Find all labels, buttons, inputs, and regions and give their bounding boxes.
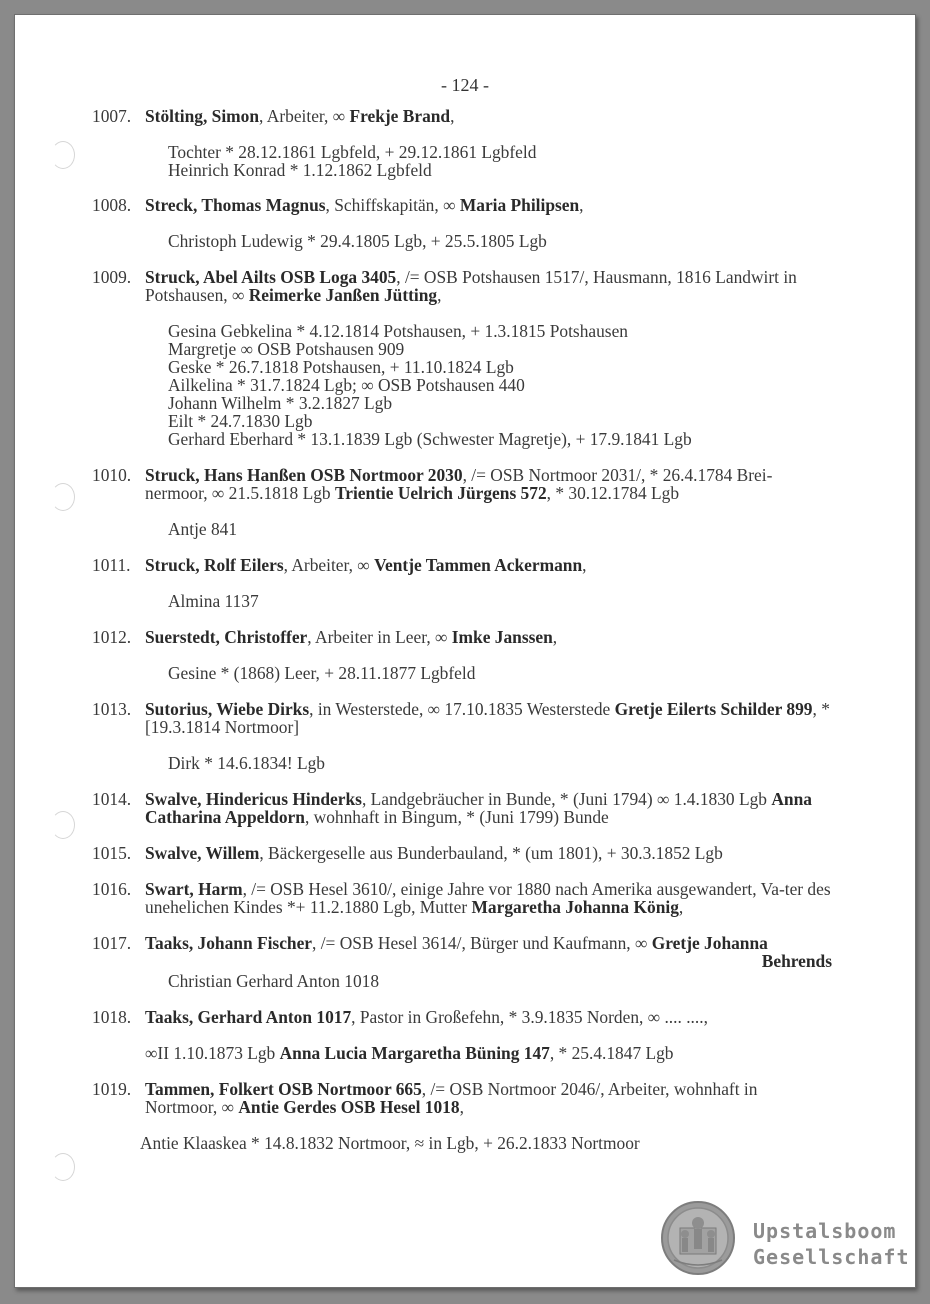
child-line: Gesine * (1868) Leer, + 28.11.1877 Lgbfeld	[168, 663, 476, 683]
entry	[92, 880, 832, 916]
child-line: Heinrich Konrad * 1.12.1862 Lgbfeld	[168, 160, 432, 180]
entry-number: 1017.	[92, 933, 132, 953]
page-number: - 124 -	[441, 75, 489, 95]
child-line: Dirk * 14.6.1834! Lgb	[168, 753, 325, 773]
entry-head: Streck, Thomas Magnus, Schiffskapitän, ∞ Maria Philipsen,	[145, 195, 584, 215]
entry-number: 1019.	[92, 1079, 132, 1099]
child-line: Eilt * 24.7.1830 Lgb	[168, 411, 313, 431]
entry-number: 1011.	[92, 555, 131, 575]
register-entries	[92, 107, 832, 1152]
child-line: Gesina Gebkelina * 4.12.1814 Potshausen, + 1.3.1815 Potshausen	[168, 321, 628, 341]
child-line: Antje 841	[168, 519, 238, 539]
entry	[92, 268, 832, 448]
child-line: Johann Wilhelm * 3.2.1827 Lgb	[168, 393, 393, 413]
children-list	[145, 972, 832, 990]
children-list	[145, 232, 832, 250]
entry	[92, 1080, 832, 1152]
document-page	[14, 14, 916, 1288]
entry	[92, 700, 832, 772]
punch-hole	[51, 141, 75, 169]
entry	[92, 790, 832, 826]
entry-second-marriage: ∞II 1.10.1873 Lgb Anna Lucia Margaretha Büning 147, * 25.4.1847 Lgb	[145, 1043, 674, 1063]
entry-number: 1009.	[92, 267, 132, 287]
entry-head: Suerstedt, Christoffer, Arbeiter in Leer, ∞ Imke Janssen,	[145, 627, 558, 647]
entry	[92, 628, 832, 682]
society-name	[753, 1218, 910, 1270]
child-line: Margretje ∞ OSB Potshausen 909	[168, 339, 405, 359]
upstalsboom-seal-icon	[660, 1200, 736, 1276]
punch-hole	[51, 811, 75, 839]
society-name-line1: Upstalsboom	[753, 1219, 897, 1243]
entry	[92, 1008, 832, 1062]
punch-hole	[51, 483, 75, 511]
entry	[92, 466, 832, 538]
entry-head: Tammen, Folkert OSB Nortmoor 665, /= OSB Nortmoor 2046/, Arbeiter, wohnhaft in Nortmoor, ∞ Antie Gerdes OSB Hesel 1018,	[145, 1079, 758, 1117]
child-line: Christian Gerhard Anton 1018	[168, 971, 380, 991]
child-line: Almina 1137	[168, 591, 259, 611]
entry	[92, 196, 832, 250]
child-line: Tochter * 28.12.1861 Lgbfeld, + 29.12.1861 Lgbfeld	[168, 142, 537, 162]
entry-number: 1010.	[92, 465, 132, 485]
punch-hole	[51, 1153, 75, 1181]
entry-head: Struck, Hans Hanßen OSB Nortmoor 2030, /= OSB Nortmoor 2031/, * 26.4.1784 Brei-nermoor, ∞ 21.5.1818 Lgb Trientie Uelrich Jürgens 572, * 30.12.1784 Lgb	[145, 465, 773, 503]
children-list	[145, 664, 832, 682]
entry	[92, 934, 832, 990]
entry-number: 1015.	[92, 843, 132, 863]
entry-number: 1008.	[92, 195, 132, 215]
entry-head: Taaks, Gerhard Anton 1017, Pastor in Großefehn, * 3.9.1835 Norden, ∞ .... ....,	[145, 1007, 708, 1027]
child-line: Ailkelina * 31.7.1824 Lgb; ∞ OSB Potshausen 440	[168, 375, 525, 395]
entry-head: Swart, Harm, /= OSB Hesel 3610/, einige Jahre vor 1880 nach Amerika ausgewandert, Va-ter des unehelichen Kindes *+ 11.2.1880 Lgb, Mutter Margaretha Johanna König,	[145, 879, 831, 917]
entry-head: Swalve, Hindericus Hinderks, Landgebräucher in Bunde, * (Juni 1794) ∞ 1.4.1830 Lgb Anna Catharina Appeldorn, wohnhaft in Bingum, * (Juni 1799) Bunde	[145, 789, 812, 827]
entry-head: Struck, Abel Ailts OSB Loga 3405, /= OSB Potshausen 1517/, Hausmann, 1816 Landwirt in Potshausen, ∞ Reimerke Janßen Jütting,	[145, 267, 797, 305]
entry	[92, 107, 832, 179]
child-line: Antie Klaaskea * 14.8.1832 Nortmoor, ≈ in Lgb, + 26.2.1833 Nortmoor	[140, 1133, 640, 1153]
entry-head: Stölting, Simon, Arbeiter, ∞ Frekje Brand,	[145, 106, 455, 126]
entry-head: Swalve, Willem, Bäckergeselle aus Bunderbauland, * (um 1801), + 30.3.1852 Lgb	[145, 843, 723, 863]
children-list	[145, 754, 832, 772]
society-name-line2: Gesellschaft	[753, 1245, 910, 1269]
entry-number: 1012.	[92, 627, 132, 647]
child-line: Christoph Ludewig * 29.4.1805 Lgb, + 25.5.1805 Lgb	[168, 231, 547, 251]
entry	[92, 844, 832, 862]
children-list	[145, 322, 832, 448]
child-line: Gerhard Eberhard * 13.1.1839 Lgb (Schwester Magretje), + 17.9.1841 Lgb	[168, 429, 692, 449]
entry-head: Sutorius, Wiebe Dirks, in Westerstede, ∞ 17.10.1835 Westerstede Gretje Eilerts Schilder 899, * [19.3.1814 Nortmoor]	[145, 699, 830, 737]
entry	[92, 556, 832, 610]
children-list	[145, 143, 832, 179]
children-list	[145, 592, 832, 610]
entry-number: 1007.	[92, 106, 132, 126]
entry-number: 1014.	[92, 789, 132, 809]
entry-number: 1018.	[92, 1007, 132, 1027]
entry-head: Taaks, Johann Fischer, /= OSB Hesel 3614/, Bürger und Kaufmann, ∞ Gretje Johanna	[145, 933, 768, 953]
child-line: Geske * 26.7.1818 Potshausen, + 11.10.1824 Lgb	[168, 357, 514, 377]
entry-number: 1016.	[92, 879, 132, 899]
entry-head-continuation: Behrends	[761, 951, 832, 971]
entry-head: Struck, Rolf Eilers, Arbeiter, ∞ Ventje Tammen Ackermann,	[145, 555, 587, 575]
entry-number: 1013.	[92, 699, 132, 719]
children-list	[145, 520, 832, 538]
